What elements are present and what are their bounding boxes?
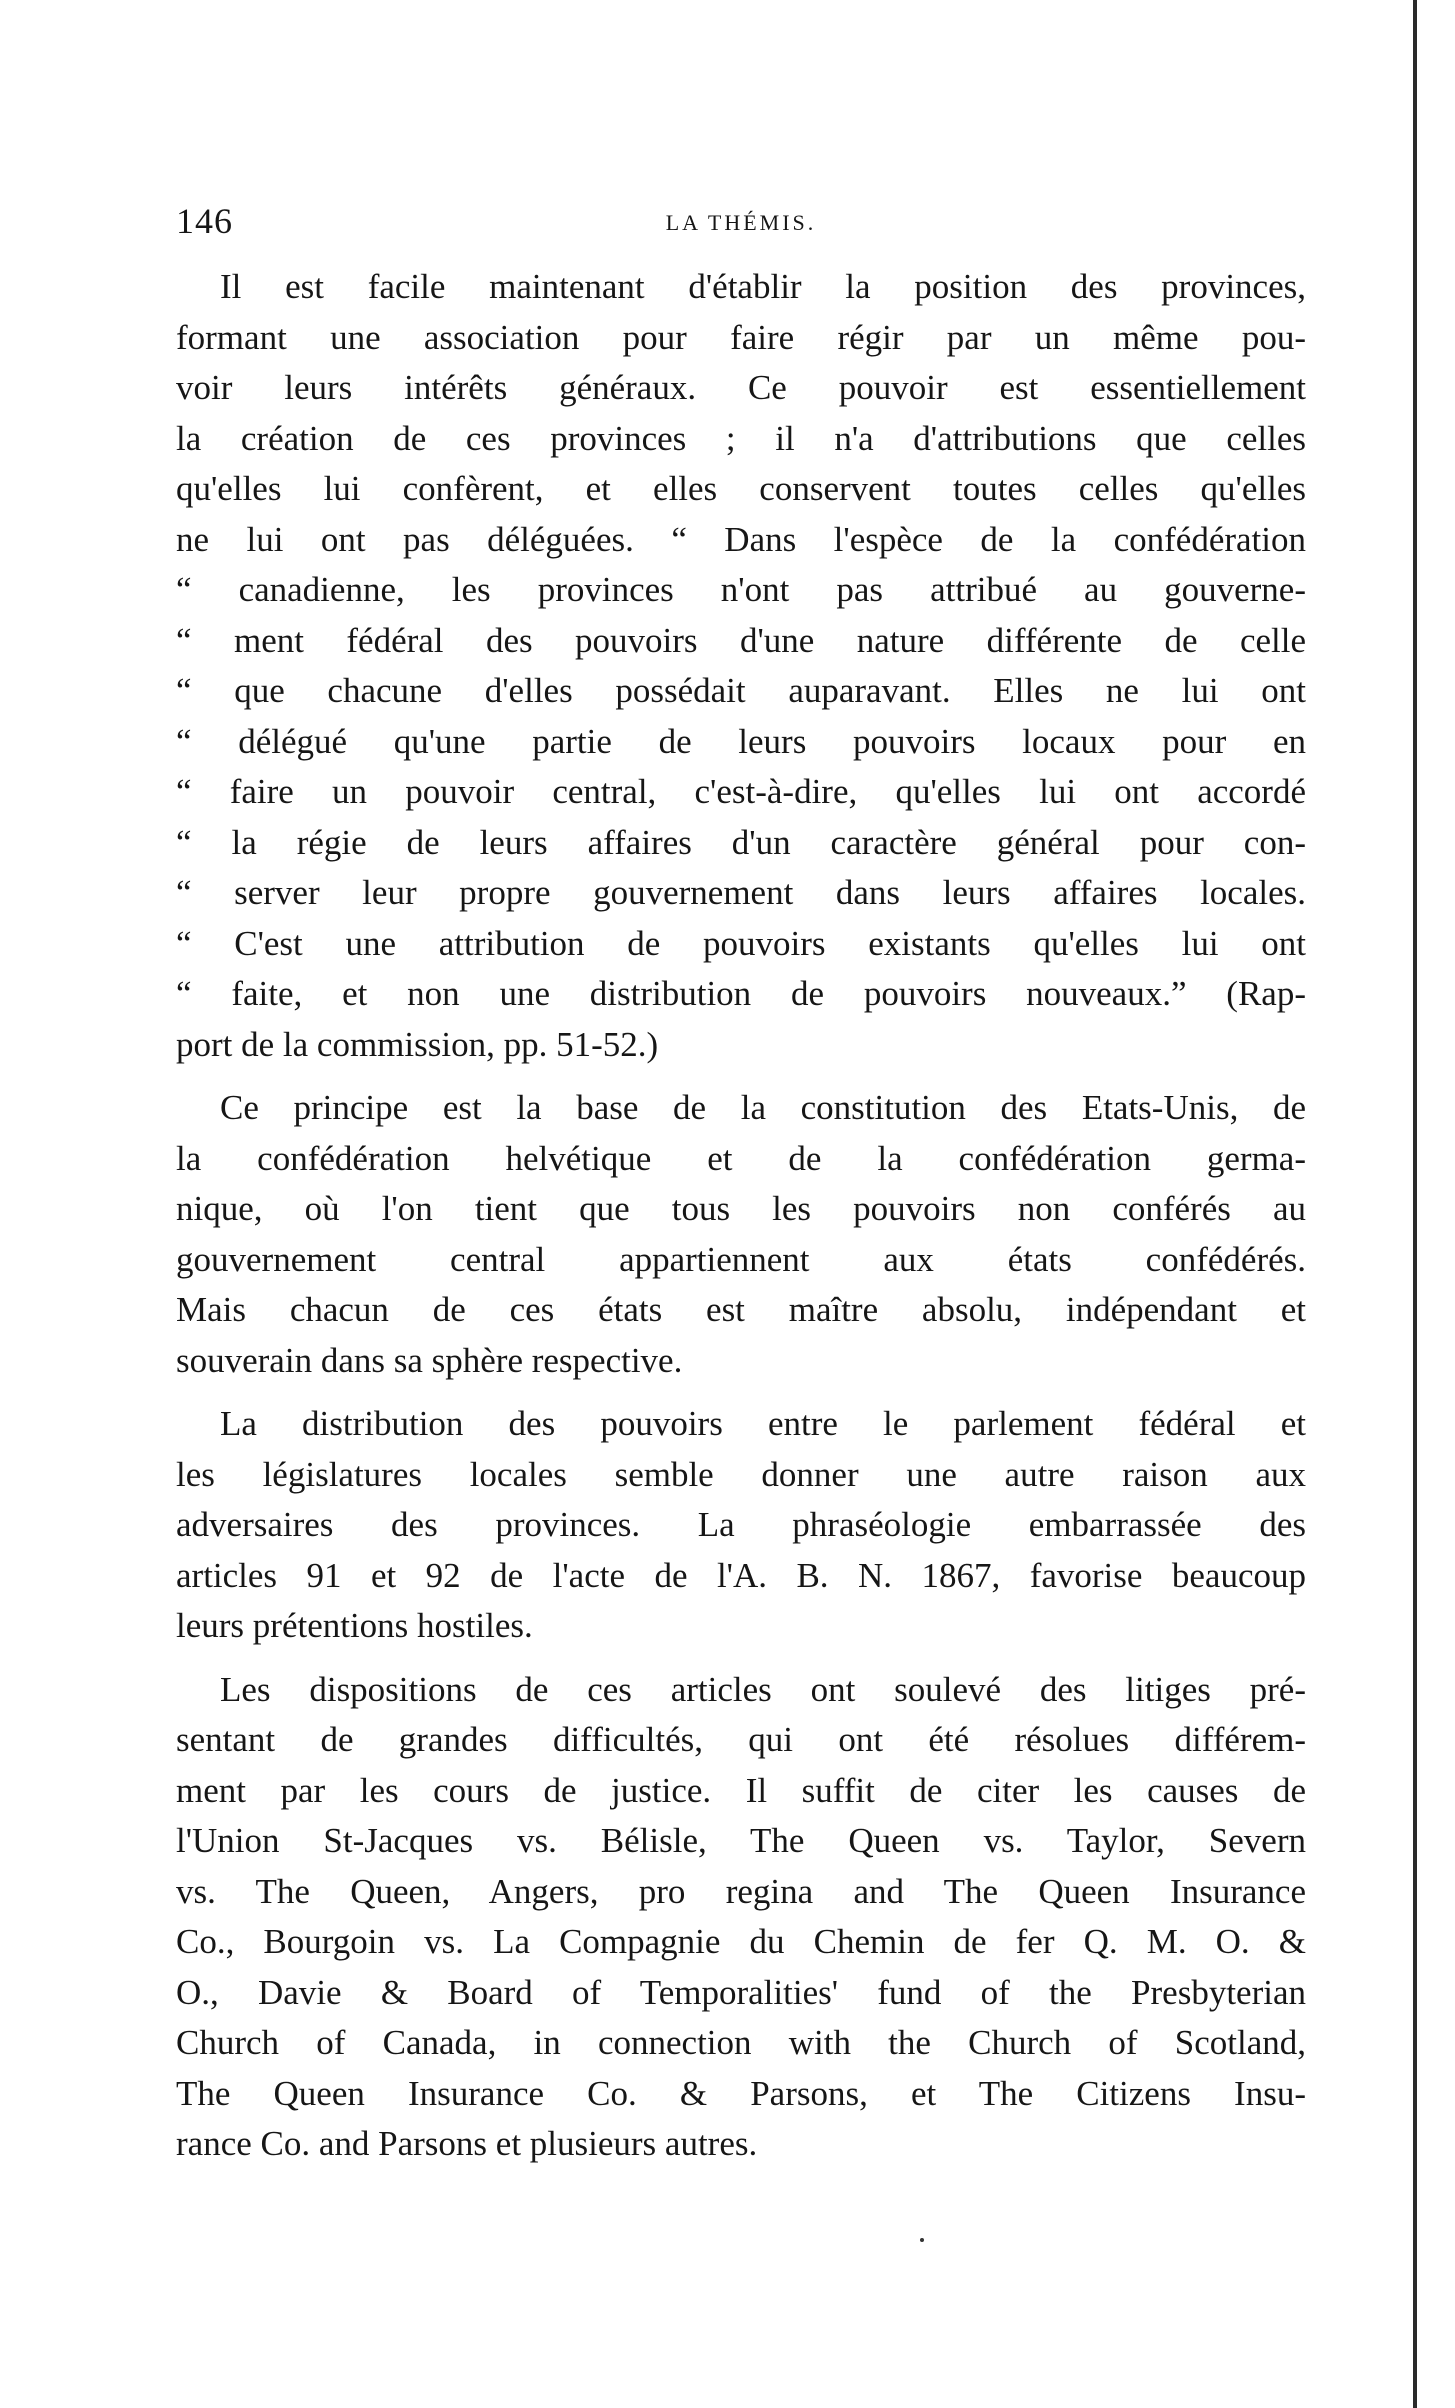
text-line: voir leurs intérêts généraux. Ce pouvoir est essentiellement [176,368,1306,407]
text-line: “ ment fédéral des pouvoirs d'une nature différente de celle [176,620,1306,660]
text-line: ment par les cours de justice. Il suffit de citer les causes de [176,1770,1306,1810]
text-line: Co., Bourgoin vs. La Compagnie du Chemin de fer Q. M. O. & [176,1922,1306,1961]
text-line: “ faite, et non une distribution de pouvoirs nouveaux.” (Rap- [176,974,1306,1013]
page-number: 146 [176,201,233,241]
text-line: “ la régie de leurs affaires d'un caractère général pour con- [176,822,1306,862]
text-line: Les dispositions de ces articles ont soulevé des litiges pré- [220,1669,1306,1709]
text-line: les législatures locales semble donner une autre raison aux [176,1454,1306,1494]
text-line: formant une association pour faire régir par un même pou- [176,317,1306,357]
text-line: port de la commission, pp. 51-52.) [176,1024,659,1064]
text-line: leurs prétentions hostiles. [176,1606,533,1645]
text-line: la confédération helvétique et de la confédération germa- [176,1138,1306,1178]
running-title: LA THÉMIS. [665,210,817,235]
text-line: nique, où l'on tient que tous les pouvoirs non conférés au [176,1189,1306,1228]
text-line: The Queen Insurance Co. & Parsons, et The Citizens Insu- [176,2073,1306,2113]
text-line: “ server leur propre gouvernement dans leurs affaires locales. [176,873,1306,912]
text-line: “ C'est une attribution de pouvoirs existants qu'elles lui ont [176,923,1306,963]
text-line: “ faire un pouvoir central, c'est-à-dire, qu'elles lui ont accordé [176,772,1306,811]
text-line: l'Union St-Jacques vs. Bélisle, The Queen vs. Taylor, Severn [176,1821,1306,1860]
paragraph-1 [176,262,1306,1070]
text-line: “ que chacune d'elles possédait auparavant. Elles ne lui ont [176,671,1306,710]
paragraph-4 [176,1665,1306,2170]
text-line: Ce principe est la base de la constitution des Etats-Unis, de [220,1088,1306,1127]
text-line: articles 91 et 92 de l'acte de l'A. B. N. 1867, favorise beaucoup [176,1555,1306,1595]
text-line: rance Co. and Parsons et plusieurs autres. [176,2124,758,2163]
text-line: la création de ces provinces ; il n'a d'attributions que celles [176,418,1306,458]
paragraph-3 [176,1399,1306,1652]
page-header [176,200,1306,260]
text-line: O., Davie & Board of Temporalities' fund of the Presbyterian [176,1972,1306,2012]
scan-page-edge [1413,0,1417,2408]
text-line: Mais chacun de ces états est maître absolu, indépendant et [176,1290,1306,1329]
text-line: “ canadienne, les provinces n'ont pas attribué au gouverne- [176,570,1306,609]
text-line: Church of Canada, in connection with the Church of Scotland, [176,2023,1306,2062]
text-line: qu'elles lui confèrent, et elles conservent toutes celles qu'elles [176,469,1306,508]
paragraph-2 [176,1083,1306,1386]
print-speck [920,2238,924,2242]
text-line: adversaires des provinces. La phraséologie embarrassée des [176,1505,1306,1544]
text-line: gouvernement central appartiennent aux états confédérés. [176,1239,1306,1279]
text-line: vs. The Queen, Angers, pro regina and The Queen Insurance [176,1871,1306,1911]
body-text [176,262,1306,2183]
text-line: ne lui ont pas déléguées. “ Dans l'espèce de la confédération [176,519,1306,559]
text-line: “ délégué qu'une partie de leurs pouvoirs locaux pour en [176,721,1306,761]
text-line: La distribution des pouvoirs entre le parlement fédéral et [220,1404,1306,1443]
text-line: souverain dans sa sphère respective. [176,1340,683,1380]
text-line: Il est facile maintenant d'établir la position des provinces, [220,267,1306,306]
text-line: sentant de grandes difficultés, qui ont été résolues différem- [176,1720,1306,1759]
